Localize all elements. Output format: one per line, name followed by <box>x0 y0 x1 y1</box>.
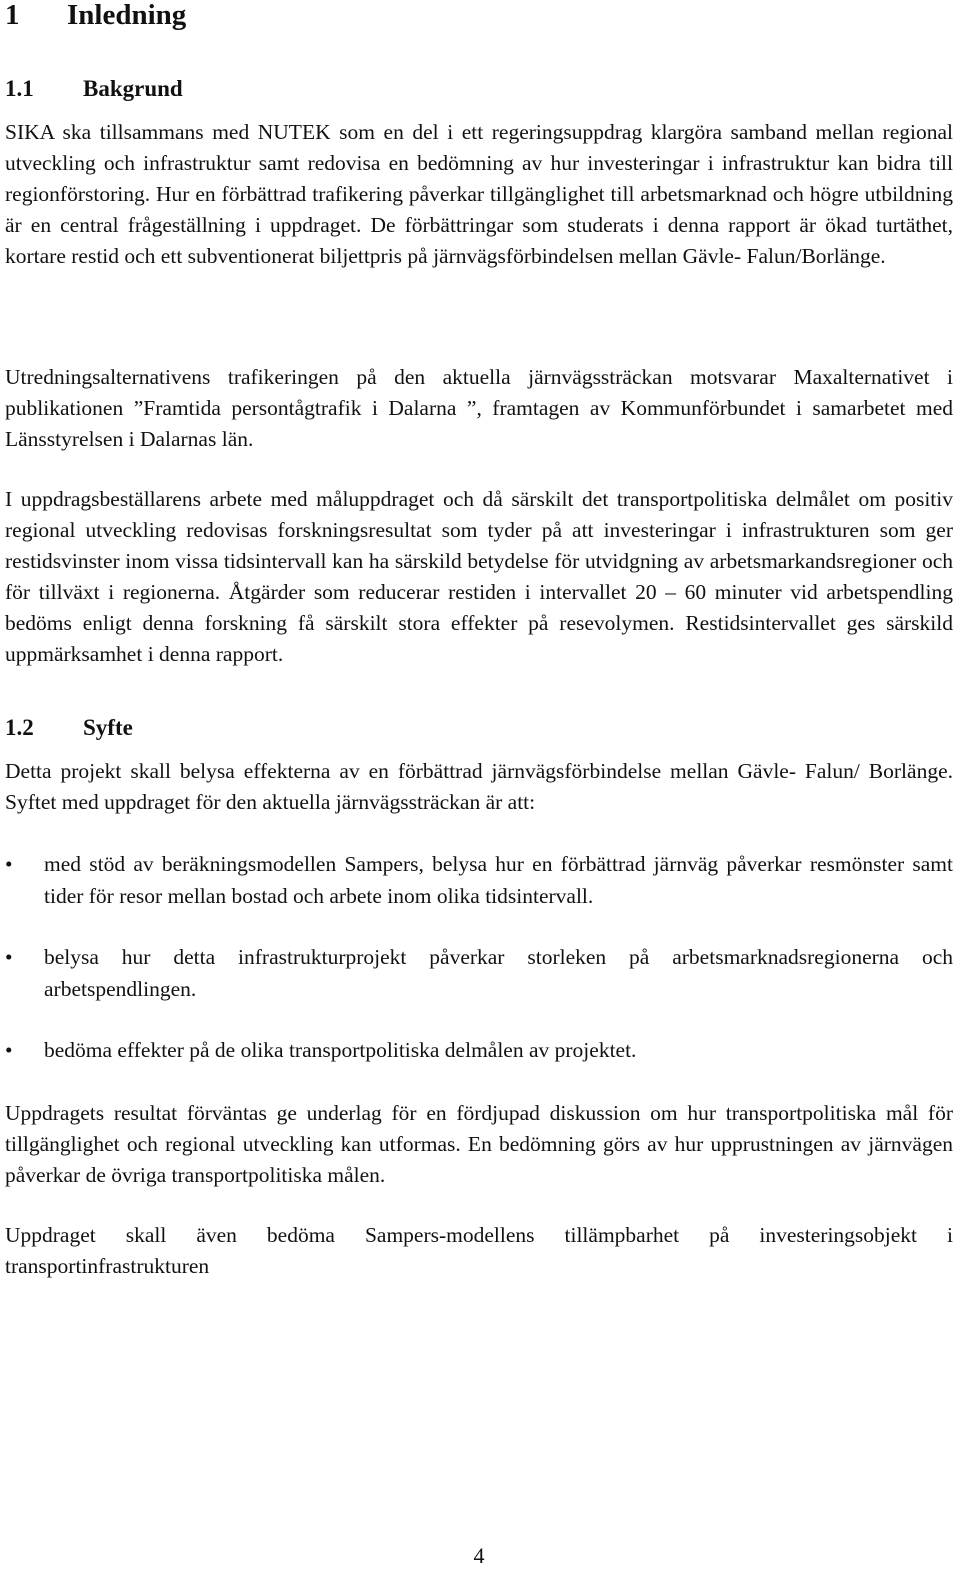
paragraph-bakgrund-2: Utredningsalternativens trafikeringen på den aktuella järnvägssträckan motsvarar Maxalternativet i publikationen ”Framtida persontågtrafik i Dalarna ”, framtagen av Kommunförbundet i samarbetet med Länsstyrelsen i Dalarnas län. <box>5 365 953 451</box>
bullet-icon: • <box>5 852 13 876</box>
paragraph-syfte-1: Uppdragets resultat förväntas ge underlag för en fördjupad diskussion om hur transportpolitiska mål för tillgänglighet och regional utveckling kan utformas. En bedömning görs av hur upprustningen av järnvägen påverkar de övriga transportpolitiska målen. <box>5 1101 953 1187</box>
list-item-text: bedöma effekter på de olika transportpolitiska delmålen av projektet. <box>44 1038 637 1062</box>
list-item <box>5 848 953 912</box>
chapter-number: 1 <box>5 0 20 31</box>
section-number: 1.1 <box>5 76 34 101</box>
section-title: Bakgrund <box>83 76 183 101</box>
paragraph-syfte-intro: Detta projekt skall belysa effekterna av en förbättrad järnvägsförbindelse mellan Gävle- Falun/ Borlänge. Syftet med uppdraget för den aktuella järnvägssträckan är att: <box>5 759 953 814</box>
bullet-list <box>5 848 953 1066</box>
section-heading-bakgrund <box>5 76 183 102</box>
list-item <box>5 1034 953 1066</box>
page-number: 4 <box>473 1543 485 1568</box>
section-number: 1.2 <box>5 715 34 740</box>
section-title: Syfte <box>83 715 133 740</box>
bullet-icon: • <box>5 1038 13 1062</box>
paragraph-bakgrund-1: SIKA ska tillsammans med NUTEK som en del i ett regeringsuppdrag klargöra samband mellan regional utveckling och infrastruktur samt redovisa en bedömning av hur investeringar i infrastruktur kan bidra till regionförstoring. Hur en förbättrad trafikering påverkar tillgänglighet till arbetsmarknad och högre utbildning är en central frågeställning i uppdraget. De förbättringar som studerats i denna rapport är ökad turtäthet, kortare restid och ett subventionerat biljettpris på järnvägsförbindelsen mellan Gävle- Falun/Borlänge. <box>5 120 953 268</box>
bullet-icon: • <box>5 945 13 969</box>
chapter-title: Inledning <box>67 0 187 31</box>
list-item-text: med stöd av beräkningsmodellen Sampers, belysa hur en förbättrad järnväg påverkar resmönster samt tider för resor mellan bostad och arbete inom olika tidsintervall. <box>44 852 953 908</box>
paragraph-bakgrund-3: I uppdragsbeställarens arbete med måluppdraget och då särskilt det transportpolitiska delmålet om positiv regional utveckling redovisas forskningsresultat som tyder på att investeringar i infrastrukturen som ger restidsvinster inom vissa tidsintervall kan ha särskild betydelse för utvidgning av arbetsmarkandsregioner och för tillväxt i regionerna. Åtgärder som reducerar restiden i intervallet 20 – 60 minuter vid arbetspendling bedöms enligt denna forskning få särskilt stora effekter på resevolymen. Restidsintervallet ges särskild uppmärksamhet i denna rapport. <box>5 487 953 666</box>
list-item-text: belysa hur detta infrastrukturprojekt påverkar storleken på arbetsmarknadsregionerna och arbetspendlingen. <box>44 945 953 1001</box>
paragraph-syfte-2: Uppdraget skall även bedöma Sampers-modellens tillämpbarhet på investeringsobjekt i transportinfrastrukturen <box>5 1223 953 1278</box>
section-heading-syfte <box>5 715 133 741</box>
list-item <box>5 941 953 1005</box>
chapter-heading <box>5 0 186 30</box>
